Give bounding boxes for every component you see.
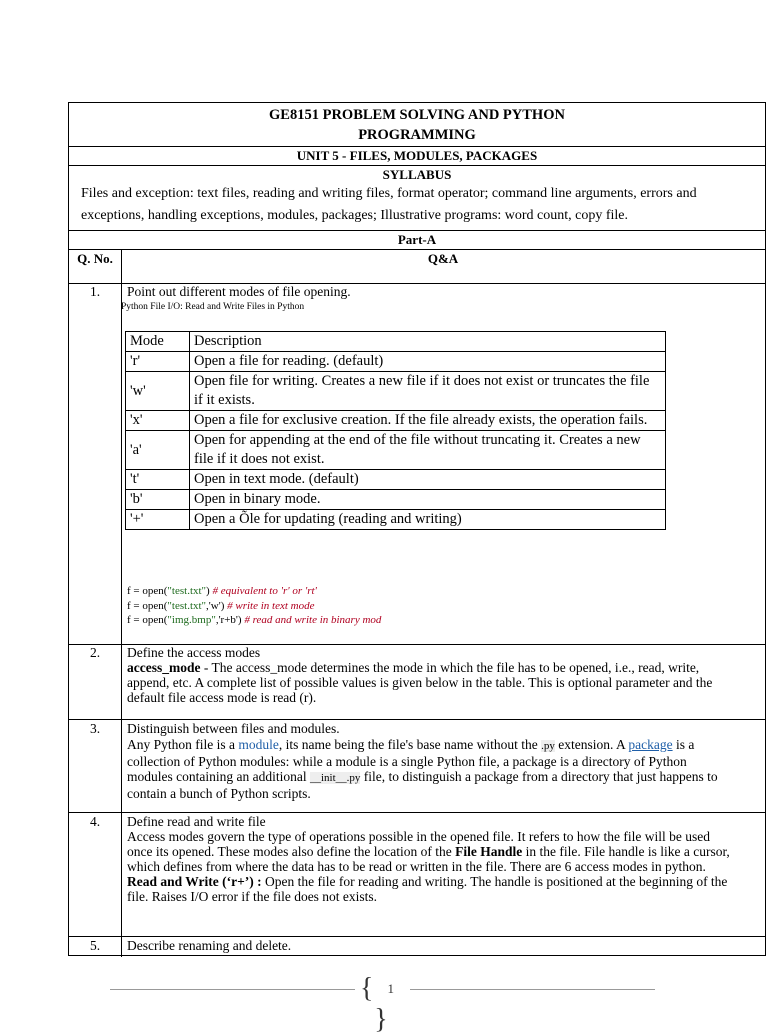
table-row: 'r' Open a file for reading. (default) — [126, 352, 666, 372]
table-row: 'a' Open for appending at the end of the file without truncating it. Creates a new file if it does not exist. — [126, 431, 666, 470]
qno-header: Q. No. — [77, 251, 113, 266]
q4-question: Define read and write file — [127, 814, 266, 829]
syllabus-heading: SYLLABUS — [382, 167, 452, 182]
part-heading: Part-A — [397, 232, 437, 247]
file-modes-table — [125, 331, 666, 530]
q4-number: 4. — [89, 814, 101, 829]
q3-number: 3. — [89, 721, 101, 736]
mode-header: Mode — [126, 332, 190, 352]
code-line: f = open("test.txt",'w') # write in text mode — [127, 599, 315, 612]
table-row: 'x' Open a file for exclusive creation. If the file already exists, the operation fails. — [126, 411, 666, 431]
question-bank-table — [68, 102, 766, 956]
footer-rule-left — [110, 989, 355, 990]
table-row: 'b' Open in binary mode. — [126, 490, 666, 510]
q4-answer: Access modes govern the type of operations possible in the opened file. It refers to how the file will be used once its opened. These modes also define the location of the File Handle in the file. File handle is like a cursor, which defines from where the data has to be read or written in the file. There are 6 access modes in python. Read and Write (‘r+’) : Open the file for reading and writing. The handle is positioned at the beginning of the file. Raises I/O error if the file does not exists. — [127, 829, 730, 904]
code-line: f = open("img.bmp",'r+b') # read and write in binary mod — [127, 614, 382, 626]
page-number-badge: { 1 } — [352, 974, 410, 1036]
table-row: 't' Open in text mode. (default) — [126, 470, 666, 490]
code-sample — [127, 584, 381, 628]
table-header-row — [126, 332, 666, 352]
footer-rule-right — [410, 989, 655, 990]
q3-answer: Any Python file is a module, its name being the file's base name without the .py extension. A package is a collection of Python modules: while a module is a single Python file, a package is a directory of Python modules containing an additional __init__.py file, to distinguish a package from a directory that just happens to contain a bunch of Python scripts. — [127, 737, 718, 801]
module-link[interactable]: module — [238, 737, 279, 752]
q5-number: 5. — [89, 938, 101, 953]
description-header: Description — [190, 332, 666, 352]
table-row: '+' Open a Õle for updating (reading and writing) — [126, 510, 666, 530]
course-title: GE8151 PROBLEM SOLVING AND PYTHON PROGRAMMING — [269, 107, 565, 143]
q3-question: Distinguish between files and modules. — [127, 721, 340, 736]
syllabus-text: Files and exception: text files, reading and writing files, format operator; command line arguments, errors and exceptions, handling exceptions, modules, packages; Illustrative programs: word count, copy file. — [81, 186, 697, 223]
q5-question: Describe renaming and delete. — [127, 938, 292, 953]
package-link[interactable]: package — [628, 737, 673, 752]
q1-subtitle: Python File I/O: Read and Write Files in Python — [121, 302, 305, 312]
q2-question: Define the access modes — [127, 645, 261, 660]
q2-number: 2. — [89, 645, 101, 660]
code-line: f = open("test.txt") # equivalent to 'r' or 'rt' — [127, 585, 317, 597]
table-row: 'w' Open file for writing. Creates a new file if it does not exist or truncates the file if it exists. — [126, 372, 666, 411]
q1-question: Point out different modes of file opening. — [127, 284, 351, 299]
unit-title: UNIT 5 - FILES, MODULES, PACKAGES — [296, 148, 538, 163]
qa-header: Q&A — [427, 251, 459, 266]
page-number: 1 — [387, 981, 394, 996]
q1-number: 1. — [89, 284, 101, 299]
q2-answer: access_mode - The access_mode determines the mode in which the file has to be opened, i.e., read, write, append, etc. A complete list of possible values is given below in the table. This is optional parameter and the default file access mode is read (r). — [127, 660, 713, 705]
